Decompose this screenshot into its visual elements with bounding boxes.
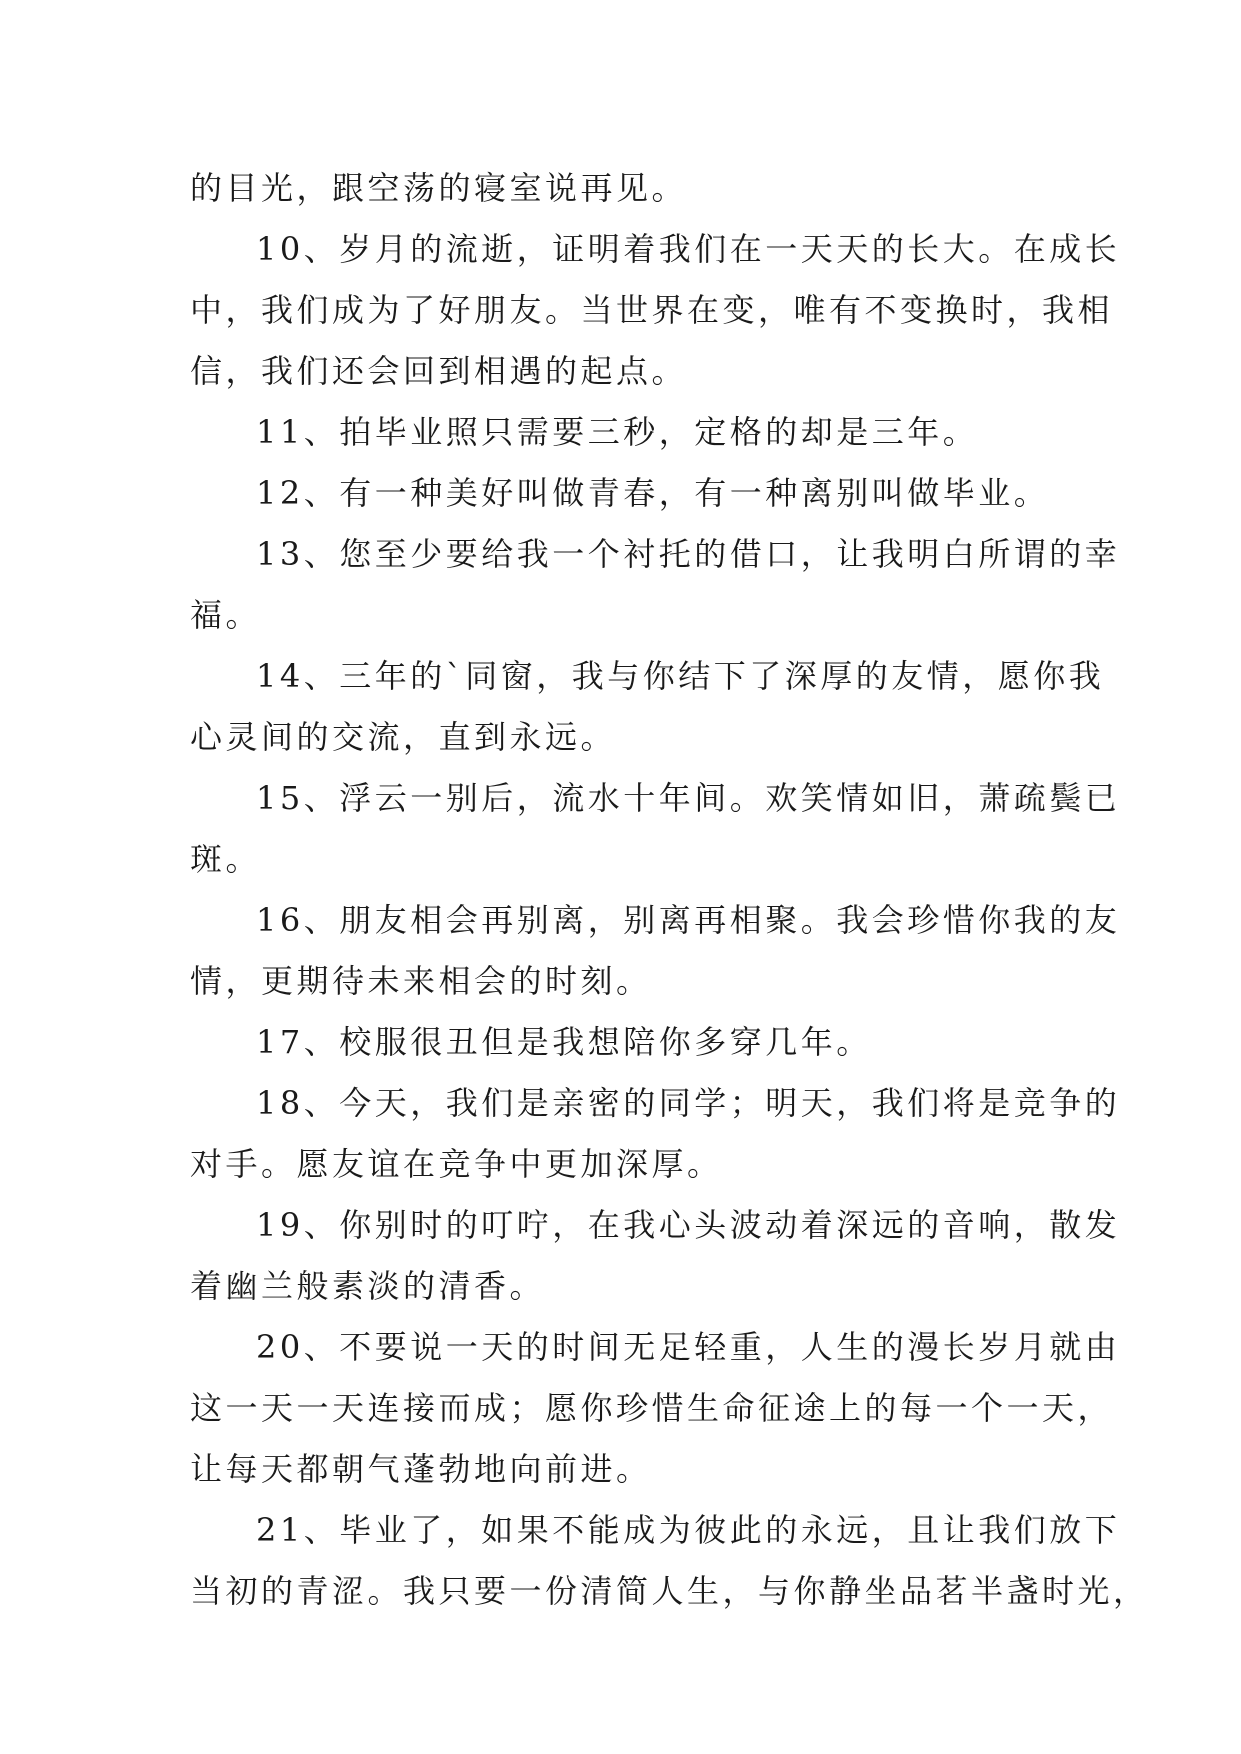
document-body — [190, 158, 1149, 1622]
text-line: 21、毕业了，如果不能成为彼此的永远，且让我们放下 — [256, 1511, 1121, 1549]
text-line: 福。 — [190, 596, 262, 634]
text-line: 当初的青涩。我只要一份清简人生，与你静坐品茗半盏时光， — [190, 1572, 1149, 1610]
text-line: 12、有一种美好叫做青春，有一种离别叫做毕业。 — [256, 474, 1050, 512]
text-line: 斑。 — [190, 840, 262, 878]
text-line: 10、岁月的流逝，证明着我们在一天天的长大。在成长 — [256, 230, 1121, 268]
text-line: 中，我们成为了好朋友。当世界在变，唯有不变换时，我相 — [190, 291, 1114, 329]
text-line: 的目光，跟空荡的寝室说再见。 — [190, 169, 688, 207]
text-line: 15、浮云一别后，流水十年间。欢笑情如旧，萧疏鬓已 — [256, 779, 1121, 817]
text-line: 14、三年的`同窗，我与你结下了深厚的友情，愿你我 — [256, 657, 1105, 695]
text-line: 情，更期待未来相会的时刻。 — [190, 962, 652, 1000]
text-line: 17、校服很丑但是我想陪你多穿几年。 — [256, 1023, 872, 1061]
text-line: 信，我们还会回到相遇的起点。 — [190, 352, 688, 390]
text-line: 16、朋友相会再别离，别离再相聚。我会珍惜你我的友 — [256, 901, 1121, 939]
text-line: 18、今天，我们是亲密的同学；明天，我们将是竞争的 — [256, 1084, 1121, 1122]
text-line: 13、您至少要给我一个衬托的借口，让我明白所谓的幸 — [256, 535, 1121, 573]
text-line: 让每天都朝气蓬勃地向前进。 — [190, 1450, 652, 1488]
text-line: 这一天一天连接而成；愿你珍惜生命征途上的每一个一天， — [190, 1389, 1114, 1427]
text-line: 19、你别时的叮咛，在我心头波动着深远的音响，散发 — [256, 1206, 1121, 1244]
text-line: 心灵间的交流，直到永远。 — [190, 718, 617, 756]
text-line: 着幽兰般素淡的清香。 — [190, 1267, 546, 1305]
text-line: 11、拍毕业照只需要三秒，定格的却是三年。 — [256, 413, 979, 451]
text-line: 对手。愿友谊在竞争中更加深厚。 — [190, 1145, 723, 1183]
text-line: 20、不要说一天的时间无足轻重，人生的漫长岁月就由 — [256, 1328, 1121, 1366]
